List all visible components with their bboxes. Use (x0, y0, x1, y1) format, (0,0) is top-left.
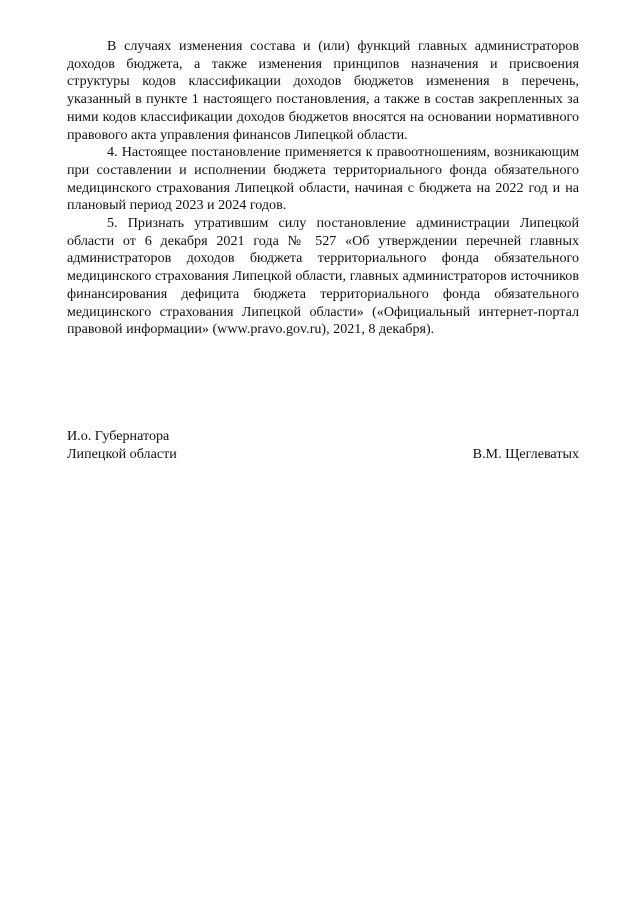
signatory-position-line1: И.о. Губернатора (67, 428, 170, 444)
signature-block (67, 428, 579, 463)
paragraph-item-5: 5. Признать утратившим силу постановление администрации Липецкой области от 6 декабря 2021 года № 527 «Об утверждении перечней главных администраторов доходов бюджета территориального фонда обязательного медицинского страхования Липецкой области, главных администраторов источников финансирования дефицита бюджета территориального фонда обязательного медицинского страхования Липецкой области» («Официальный интернет-портал правовой информации» (www.pravo.gov.ru), 2021, 8 декабря). (67, 215, 579, 338)
signatory-position-line2: Липецкой области (67, 445, 177, 462)
document-body (67, 38, 579, 339)
signature-row (67, 446, 579, 464)
paragraph-item-4: 4. Настоящее постановление применяется к правоотношениям, возникающим при составлении и исполнении бюджета территориального фонда обязательного медицинского страхования Липецкой области, начиная с бюджета на 2022 год и на плановый период 2023 и 2024 годов. (67, 144, 579, 214)
paragraph-codes-changes: В случаях изменения состава и (или) функций главных администраторов доходов бюджета, а также изменения принципов назначения и присвоения структуры кодов классификации доходов бюджетов изменения в перечень, указанный в пункте 1 настоящего постановления, а также в состав закрепленных за ними кодов классификации доходов бюджетов вносятся на основании нормативного правового акта управления финансов Липецкой области. (67, 38, 579, 143)
signatory-name: В.М. Щеглеватых (472, 445, 579, 462)
